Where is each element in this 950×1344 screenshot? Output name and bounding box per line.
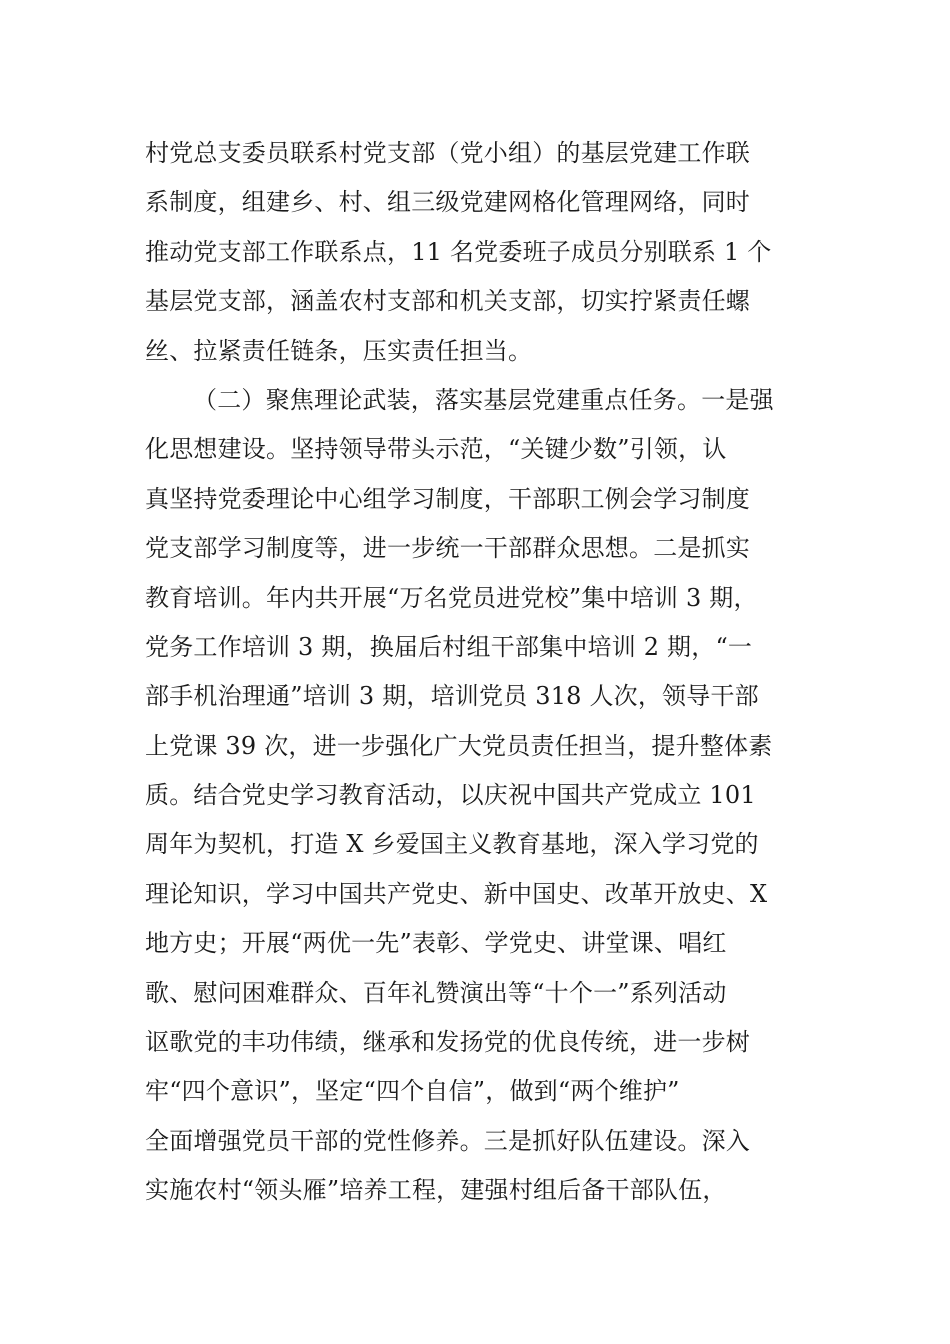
text-line: 地方史；开展“两优一先”表彰、学党史、讲堂课、唱红 [145,929,727,958]
text-line: 真坚持党委理论中心组学习制度，干部职工例会学习制度 [145,484,750,513]
text-line: 党务工作培训 3 期，换届后村组干部集中培训 2 期，“一 [145,632,753,661]
text-line: 上党课 39 次，进一步强化广大党员责任担当，提升整体素 [145,731,773,760]
text-line: 讴歌党的丰功伟绩，继承和发扬党的优良传统，进一步树 [145,1028,750,1057]
text-line: 全面增强党员干部的党性修养。三是抓好队伍建设。深入 [145,1126,750,1155]
text-line: 系制度，组建乡、村、组三级党建网格化管理网络，同时 [145,188,750,217]
text-line: 周年为契机，打造 X 乡爱国主义教育基地，深入学习党的 [145,830,759,859]
text-line: 实施农村“领头雁”培养工程，建强村组后备干部队伍， [145,1176,727,1205]
text-line: 丝、拉紧责任链条，压实责任担当。 [145,336,533,365]
text-line: 推动党支部工作联系点，11 名党委班子成员分别联系 1 个 [145,237,772,266]
text-line: 基层党支部，涵盖农村支部和机关支部，切实拧紧责任螺 [145,287,750,316]
text-line: 质。结合党史学习教育活动，以庆祝中国共产党成立 101 [145,781,756,810]
text-line: 村党总支委员联系村党支部（党小组）的基层党建工作联 [145,139,750,167]
text-line: 歌、慰问困难群众、百年礼赞演出等“十个一”系列活动 [145,978,727,1007]
text-line: 理论知识，学习中国共产党史、新中国史、改革开放史、X [145,879,768,908]
text-line: 化思想建设。坚持领导带头示范，“关键少数”引领，认 [145,435,727,464]
text-line: 部手机治理通”培训 3 期，培训党员 318 人次，领导干部 [145,682,759,711]
text-line: 牢“四个意识”，坚定“四个自信”，做到“两个维护” [145,1077,680,1106]
section-heading-line: （二）聚焦理论武装，落实基层党建重点任务。一是强 [193,385,774,414]
document-body [145,129,810,1216]
text-line: 党支部学习制度等，进一步统一干部群众思想。二是抓实 [145,534,750,563]
text-line: 教育培训。年内共开展“万名党员进党校”集中培训 3 期， [145,583,758,612]
